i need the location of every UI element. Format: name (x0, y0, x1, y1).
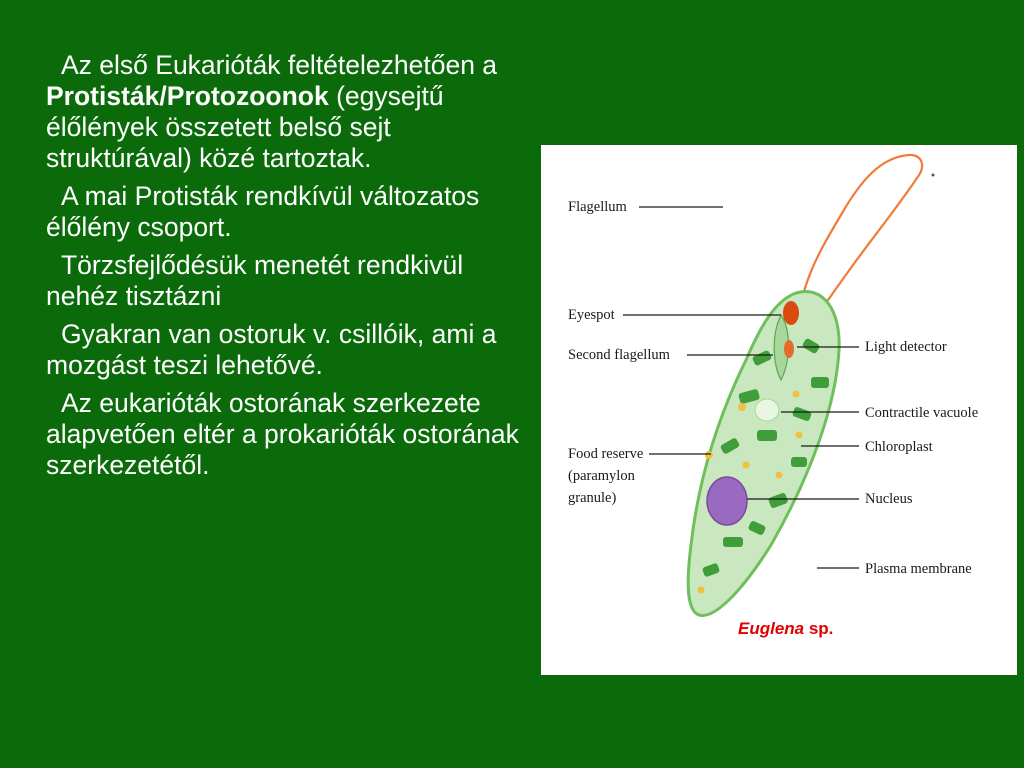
paragraph-4: Gyakran van ostoruk v. csillóik, ami a mozgást teszi lehetővé. (46, 319, 497, 380)
paragraph-1-intro: Az első Eukarióták feltételezhetően a (61, 50, 498, 80)
euglena-figure (541, 145, 1017, 675)
paragraph-1-bold-term: Protisták/Protozoonok (46, 81, 329, 111)
label-plasma-membrane: Plasma membrane (865, 561, 972, 577)
contractile-vacuole (755, 399, 779, 421)
paragraph-1-rest: (egysejtű élőlények összetett belső sejt struktúrával) közé tartoztak. (46, 81, 444, 173)
label-light-detector: Light detector (865, 339, 947, 355)
label-eyespot: Eyespot (568, 307, 615, 323)
paragraph-5: Az eukarióták ostorának szerkezete alapvetően eltér a prokarióták ostorának szerkezetétől. (46, 388, 519, 480)
caption-species: sp. (804, 619, 834, 638)
paragraph-1 (46, 50, 526, 174)
text-column (46, 50, 526, 488)
label-food-reserve-3: granule) (568, 490, 617, 506)
paragraph-3: Törzsfejlődésük menetét rendkivül nehéz tisztázni (46, 250, 464, 311)
label-contractile-vacuole: Contractile vacuole (865, 405, 979, 421)
light-detector (784, 340, 794, 358)
speck (932, 174, 935, 177)
euglena-diagram (541, 145, 1017, 675)
label-chloroplast: Chloroplast (865, 439, 933, 455)
label-nucleus: Nucleus (865, 491, 913, 507)
caption-genus: Euglena (738, 619, 805, 638)
label-second-flagellum: Second flagellum (568, 347, 670, 363)
nucleus (707, 477, 747, 525)
label-food-reserve-1: Food reserve (568, 446, 644, 462)
paragraph-2: A mai Protisták rendkívül változatos élőlény csoport. (46, 181, 480, 242)
figure-caption (738, 619, 833, 639)
eyespot (783, 301, 799, 325)
label-food-reserve-2: (paramylon (568, 468, 635, 484)
label-flagellum: Flagellum (568, 199, 627, 215)
